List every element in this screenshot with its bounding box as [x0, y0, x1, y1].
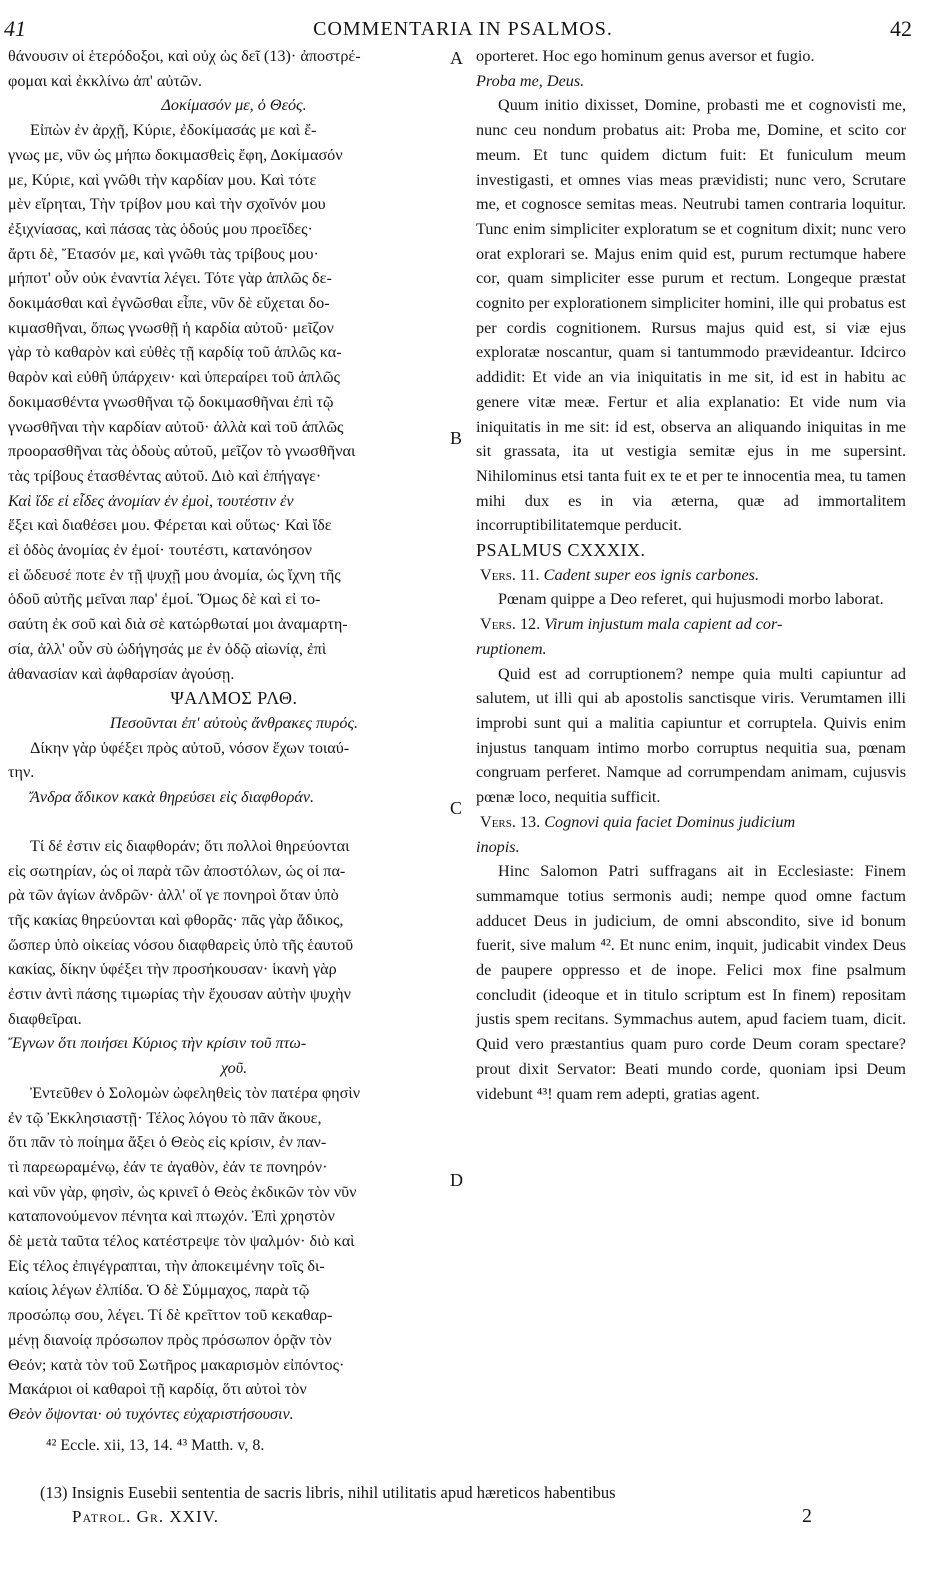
greek-line: διαφθεῖραι. [8, 1009, 82, 1028]
greek-line: εἰ ὥδευσέ ποτε ἐν τῇ ψυχῇ μου ἀνομία, ὡς ἴχνη τῆς [8, 565, 341, 584]
greek-line: φομαι καὶ ἐκκλίνω ἀπ' αὐτῶν. [8, 71, 202, 90]
greek-line: Εἰς τέλος ἐπιγέγραπται, τὴν ἀποκειμένην τοῖς δι- [8, 1256, 325, 1275]
greek-line: προορασθῆναι τὰς ὁδοὺς αὐτοῦ, μεῖζον τὸ γνωσθῆναι [8, 442, 356, 461]
greek-line: ἐστιν ἀντὶ πάσης τιμωρίας τὴν ἔχουσαν αὐτὴν ψυχὴν [8, 985, 351, 1004]
greek-line: τὶ παρεωραμένῳ, ἐάν τε ἀγαθὸν, ἐάν τε πονηρόν· [8, 1157, 328, 1176]
greek-line: σία, ἀλλ' οὖν σὺ ὡδήγησάς με ἐν ὁδῷ αἰωνίᾳ, ἐπὶ [8, 639, 327, 658]
greek-line: μένῃ διανοίᾳ πρόσωπον πρὸς πρόσωπον ὁρᾷν τὸν [8, 1330, 332, 1349]
greek-verse-heading: Ἄνδρα ἄδικον κακὰ θηρεύσει εἰς διαφθοράν. [30, 788, 315, 807]
running-title: COMMENTARIA IN PSALMOS. [313, 18, 613, 40]
verse-text: Cognovi quia faciet Dominus judicium [544, 812, 796, 831]
greek-line: προσώπῳ σου, λέγει. Τί δὲ κρεῖττον τοῦ κεκαθαρ- [8, 1306, 333, 1325]
verse-label: Vers. 12. [480, 615, 541, 634]
greek-line: κακίας, δίκην ὑφέξει τὴν προσήκουσαν· ἱκανὴ γὰρ [8, 960, 337, 979]
greek-line: γνωσθῆναι τὴν καρδίαν αὐτοῦ· ἀλλὰ καὶ τοῦ ἁπλῶς [8, 417, 344, 436]
greek-line: Θεόν; κατὰ τὸν τοῦ Σωτῆρος μακαρισμὸν εἰπόντος· [8, 1355, 345, 1374]
greek-line: ἐν τῷ Ἐκκλησιαστῇ· Τέλος λόγου τὸ πᾶν ἄκουε, [8, 1108, 322, 1127]
greek-line: κιμασθῆναι, ὅπως γνωσθῇ ἡ καρδία αὐτοῦ· μεῖζον [8, 318, 334, 337]
verse-label: Vers. 13. [480, 812, 541, 831]
greek-line: δὲ μετὰ ταῦτα τέλος κατέστρεψε τὸν ψαλμόν· διὸ καὶ [8, 1232, 355, 1251]
margin-marker-c: C [450, 798, 463, 818]
verse-label: Vers. 11. [480, 565, 540, 584]
latin-paragraph: Hinc Salomon Patri suffragans ait in Ecclesiaste: Finem summamque totius sermonis audi; nempe quod omne factum adducet Deus in judicium, de omni abscondito, sive id bonum fuerit, sive malum ⁴². Et nunc enim, inquit, judicabit vindex Deus de paupere oppresso et de inope. Felici mox fine psalmum concludit (ideoque et in titulo scriptum est In finem) repositam justis spem recitans. Symmachus autem, apud faciem tuam, dicit. Quid vero præstantius quam puro corde Deum coram spectare? prout dixit Servator: Beati mundo corde, quoniam ipsi Deum videbunt ⁴³! quam rem adepti, gratias agent. [476, 862, 906, 1103]
greek-line: δοκιμάσθαι καὶ ἐγνῶσθαι εἶπε, νῦν δὲ εὔχεται δο- [8, 294, 330, 313]
right-page-number: 42 [890, 16, 912, 41]
latin-verse-13 [476, 810, 906, 835]
footnote-13: (13) Insignis Eusebii sententia de sacris libris, nihil utilitatis apud hæreticos habentibus [40, 1483, 616, 1502]
greek-line: ὥσπερ ὑπὸ οἰκείας νόσου διαφθαρεὶς ὑπὸ τῆς ἑαυτοῦ [8, 935, 354, 954]
verse-continuation: ruptionem. [476, 639, 547, 658]
greek-line: θαρὸν καὶ εὐθῆ ὑπάρχειν· καὶ ὑπεραίρει τοῦ ἁπλῶς [8, 368, 340, 387]
verse-text: Virum injustum mala capient ad cor- [544, 615, 783, 634]
greek-line: τὰς τρίβους ἐτασθέντας αὐτοῦ. Διὸ καὶ ἐπήγαγε· [8, 466, 322, 485]
greek-line: τῆς κακίας θηρεύονται καὶ φθορᾶς· πᾶς γὰρ ἄδικος, [8, 910, 344, 929]
greek-line: Ἐντεῦθεν ὁ Σολομὼν ὠφεληθεὶς τὸν πατέρα φησὶν [30, 1083, 361, 1102]
latin-verse-11 [476, 563, 906, 588]
margin-marker-b: B [450, 428, 463, 448]
latin-paragraph: Quum initio dixisset, Domine, probasti me et cognovisti me, nunc ceu nondum probatus ait: Proba me, Domine, et scito cor meum. Et tunc quidem dictum fuit: Et funiculum meum investigasti, et omnes vias meas prævidisti; nunc vero, Scrutare me, et cognosce semitas meas. Neutrubi tamen contraria loquitur. Tunc enim simpliciter exploratum se et cognitum dixit; nunc vero orat explorari se. Majus enim quid est, purum rectumque habere cor, quam simpliciter esse purum et rectum. Longeque præstat cognito per explorationem simpliciter homini, ille qui probatus est per cordis cognitionem. Rursus majus quid est, si viæ ejus exploratæ noscantur, quam si tantummodo prævideantur. Idcirco addidit: Et vide an via iniquitatis in me sit, id est in habitu ac genere vitæ meæ. Fertur et alia explanatio: Et vide num via iniquitatis in me sit: id est, observa an aliquando iniquitas in me sit grassata, ita ut vestigia semitæ ejus in me supersint. Nihilominus etsi tanta fuit ex te et per te innocentia mea, tu tamen mihi dux es in via æterna, quæ ad immortalitem incorruptibilitatemque perducit. [476, 96, 906, 535]
greek-line: Εἰπὼν ἐν ἀρχῇ, Κύριε, ἐδοκίμασάς με καὶ ἔ- [30, 121, 317, 140]
greek-line: Τί δέ ἐστιν εἰς διαφθοράν; ὅτι πολλοὶ θηρεύονται [30, 836, 350, 855]
latin-paragraph: oporteret. Hoc ego hominum genus aversor et fugio. [476, 47, 815, 65]
greek-verse-heading: Ἔγνων ὅτι ποιήσει Κύριος τὴν κρίσιν τοῦ πτω- [8, 1034, 307, 1053]
greek-psalm-title: ΨΑΛΜΟΣ ΡΛΘ. [170, 688, 298, 709]
latin-paragraph: Pœnam quippe a Deo referet, qui hujusmodi morbo laborat. [498, 590, 884, 609]
greek-line: Θεὸν ὄψονται· οὐ τυχόντες εὐχαριστήσουσιν. [8, 1404, 294, 1423]
latin-column [476, 44, 906, 1106]
greek-line: καὶ νῦν γὰρ, φησὶν, ὡς κρινεῖ ὁ Θεὸς ἐκδικῶν τὸν νῦν [8, 1182, 357, 1201]
verse-continuation: inopis. [476, 837, 520, 856]
greek-line: ἄρτι δὲ, Ἔτασόν με, καὶ γνῶθι τὰς τρίβους μου· [8, 244, 319, 263]
greek-line: σαύτη ἐκ σοῦ καὶ διὰ σὲ κατώρθωταί μοι ἀναμαρτη- [8, 615, 348, 634]
greek-line: Καὶ ἴδε εἰ εἶδες ἀνομίαν ἐν ἐμοὶ, τουτέστιν ἐν [8, 491, 294, 510]
greek-line: γὰρ τὸ καθαρὸν καὶ εὐθὲς τῇ καρδίᾳ τοῦ ἁπλῶς κα- [8, 343, 342, 362]
series-signature: Patrol. Gr. XXIV. [72, 1507, 219, 1526]
latin-psalm-title: PSALMUS CXXXIX. [476, 540, 646, 561]
greek-line: με, Κύριε, καὶ γνῶθι τὴν καρδίαν μου. Καὶ τότε [8, 170, 317, 189]
greek-line: ὅτι πᾶν τὸ ποίημα ἄξει ὁ Θεὸς εἰς κρίσιν, ἐν παν- [8, 1133, 327, 1152]
greek-line: εἰς σωτηρίαν, ὡς οἱ παρὰ τῶν ἀποστόλων, ὡς οἱ πα- [8, 861, 346, 880]
greek-line: ἀθανασίαν καὶ ἀφθαρσίαν ἀγούσῃ. [8, 664, 235, 683]
greek-line: ρὰ τῶν ἁγίων ἀνδρῶν· ἀλλ' οἵ γε πονηροὶ ὅταν ὑπὸ [8, 886, 339, 905]
greek-line: ἕξει καὶ διαθέσει μου. Φέρεται καὶ οὕτως· Καὶ ἴδε [8, 516, 332, 535]
greek-line: μήποτ' οὖν οὐκ ἐναντία λέγει. Τότε γὰρ ἁπλῶς δε- [8, 269, 332, 288]
greek-verse-heading: χοῦ. [220, 1059, 248, 1078]
page-header [0, 16, 926, 46]
margin-marker-a: A [450, 48, 463, 68]
greek-verse-heading: Πεσοῦνται ἐπ' αὐτοὺς ἄνθρακες πυρός. [109, 713, 359, 732]
greek-line: δοκιμασθέντα γνωσθῆναι τῷ δοκιμασθῆναι ἐπὶ τῷ [8, 392, 334, 411]
greek-line: θάνουσιν οἱ ἑτερόδοξοι, καὶ οὐχ ὡς δεῖ (13)· ἀποστρέ- [8, 47, 361, 65]
greek-line: Δίκην γὰρ ὑφέξει πρὸς αὐτοῦ, νόσον ἔχων τοιαύ- [30, 738, 350, 757]
greek-line: μὲν εἴρηται, Τὴν τρίβον μου καὶ τὴν σχοῖνόν μου [8, 195, 326, 214]
latin-verse-12 [476, 612, 906, 637]
left-page-number: 41 [4, 16, 26, 41]
greek-line: εἰ ὁδὸς ἀνομίας ἐν ἐμοί· τουτέστι, κατανόησον [8, 541, 312, 560]
greek-line: ἐξιχνίασας, καὶ πάσας τὰς ὁδούς μου προεῖδες· [8, 219, 313, 238]
latin-paragraph: Quid est ad corruptionem? nempe quia multi capiuntur ad salutem, ut illi qui ab apostolis sanctisque viris. Verumtamen illi improbi sunt qui a malitia capiuntur et corruptela. Quivis enim injustus tanquam intimo morbo corruptus nequitia sua, pœnam congruam perferet. Namque ad corrumpendam animam, cujusvis pœnæ loco, nequitia sufficit. [476, 664, 906, 807]
greek-line: καταπονούμενον πένητα καὶ πτωχόν. Ἐπὶ χρηστὸν [8, 1207, 335, 1226]
greek-column [8, 44, 463, 1427]
footnote-references: ⁴² Eccle. xii, 13, 14. ⁴³ Matth. v, 8. [46, 1437, 265, 1454]
greek-line: Μακάριοι οἱ καθαροὶ τῇ καρδίᾳ, ὅτι αὐτοὶ τὸν [8, 1380, 307, 1399]
signature-number: 2 [802, 1505, 812, 1527]
latin-verse-heading: Proba me, Deus. [476, 71, 585, 90]
greek-line: γνως με, νῦν ὡς μήπω δοκιμασθεὶς ἔφη, Δοκίμασόν [8, 145, 343, 164]
verse-text: Cadent super eos ignis carbones. [543, 565, 760, 584]
margin-marker-d: D [450, 1170, 463, 1190]
greek-line: ὁδοῦ αὐτῆς μεῖναι παρ' ἐμοί. Ὅμως δὲ καὶ εἰ το- [8, 590, 321, 609]
greek-line: καίοις λέγων ἐλπίδα. Ὁ δὲ Σύμμαχος, παρὰ τῷ [8, 1281, 310, 1300]
greek-line: την. [8, 763, 35, 782]
greek-verse-heading: Δοκίμασόν με, ὁ Θεός. [161, 96, 307, 115]
